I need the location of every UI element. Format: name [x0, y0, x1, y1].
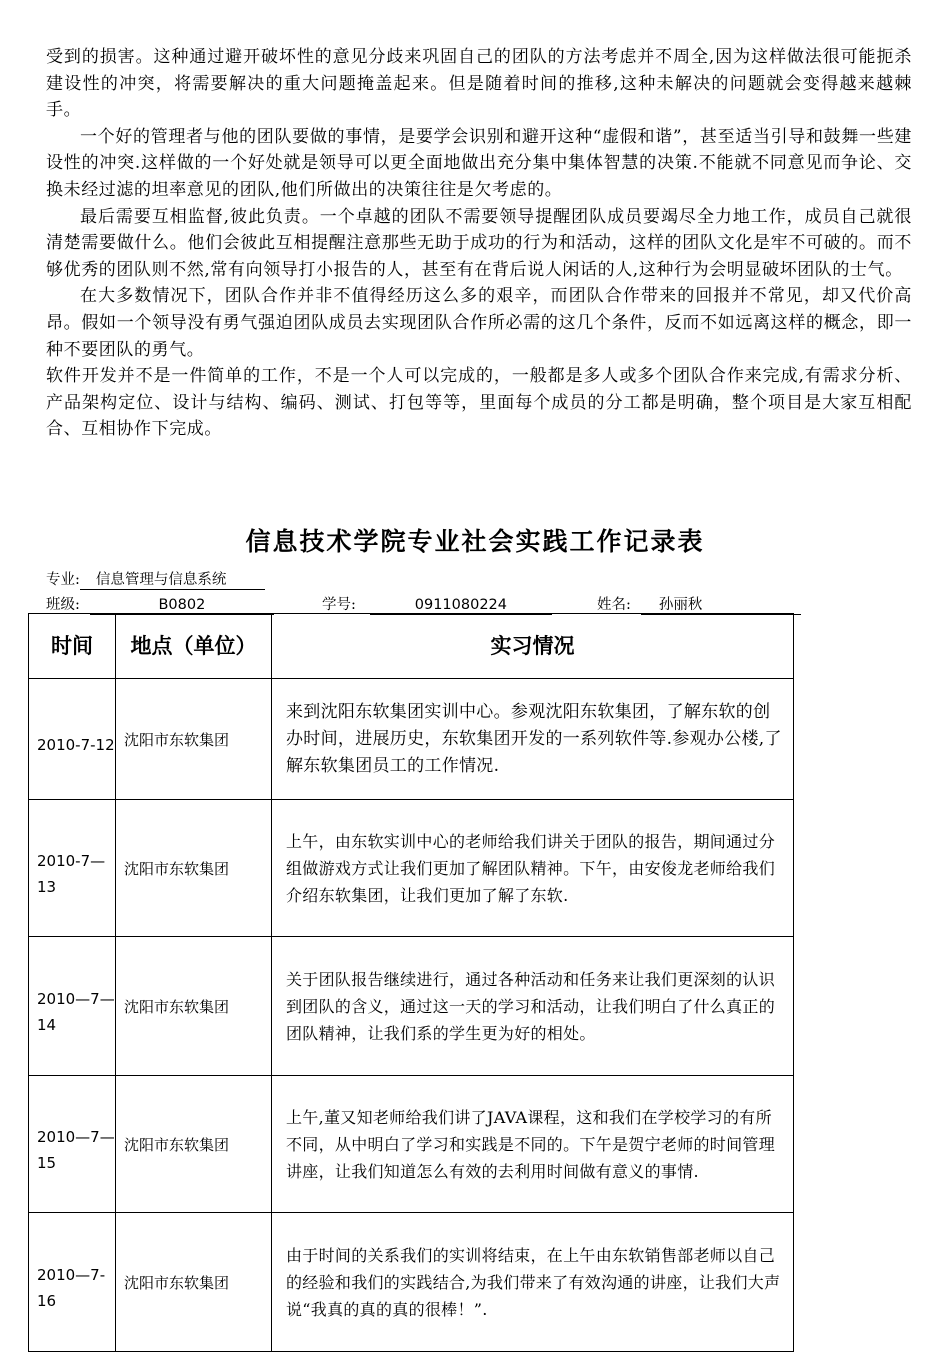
- essay-text: [46, 44, 912, 443]
- name-value: 孙丽秋: [641, 596, 801, 615]
- header-place: 地点（单位）: [116, 614, 272, 679]
- table-row: [29, 1213, 794, 1352]
- major-value: 信息管理与信息系统: [80, 571, 265, 590]
- row-date: 2010—7—14: [29, 937, 116, 1076]
- essay-paragraph: 软件开发并不是一件简单的工作，不是一个人可以完成的，一般都是多人或多个团队合作来完成,有需求分析、产品架构定位、设计与结构、编码、测试、打包等等，里面每个成员的分工都是明确，整个项目是大家互相配合、互相协作下完成。: [46, 366, 912, 440]
- record-table: [28, 613, 794, 1352]
- essay-paragraph: 在大多数情况下，团队合作并非不值得经历这么多的艰辛，而团队合作带来的回报并不常见，却又代价高昂。假如一个领导没有勇气强迫团队成员去实现团队合作所必需的这几个条件，反而不如远离这样的概念，即一种不要团队的勇气。: [46, 286, 912, 360]
- header-time: 时间: [29, 614, 116, 679]
- row-place: 沈阳市东软集团: [116, 1213, 272, 1352]
- row-date: 2010—7—15: [29, 1076, 116, 1213]
- class-field: [46, 593, 274, 615]
- row-desc: 来到沈阳东软集团实训中心。参观沈阳东软集团，了解东软的创办时间，进展历史，东软集团开发的一系列软件等.参观办公楼,了解东软集团员工的工作情况.: [272, 679, 794, 800]
- row-date: 2010—7-16: [29, 1213, 116, 1352]
- row-desc: 上午,董又知老师给我们讲了JAVA课程，这和我们在学校学习的有所不同，从中明白了学习和实践是不同的。下午是贺宁老师的时间管理讲座，让我们知道怎么有效的去利用时间做有意义的事情.: [272, 1076, 794, 1213]
- major-field: [46, 568, 265, 590]
- row-place: 沈阳市东软集团: [116, 937, 272, 1076]
- row-desc: 上午，由东软实训中心的老师给我们讲关于团队的报告，期间通过分组做游戏方式让我们更加了解团队精神。下午，由安俊龙老师给我们介绍东软集团，让我们更加了解了东软.: [272, 800, 794, 937]
- student-id-label: 学号:: [322, 597, 356, 613]
- table-row: [29, 679, 794, 800]
- class-value: B0802: [90, 596, 274, 615]
- class-label: 班级:: [46, 597, 80, 613]
- row-desc: 关于团队报告继续进行，通过各种活动和任务来让我们更深刻的认识到团队的含义，通过这一天的学习和活动，让我们明白了什么真正的团队精神，让我们系的学生更为好的相处。: [272, 937, 794, 1076]
- essay-paragraph: 最后需要互相监督,彼此负责。一个卓越的团队不需要领导提醒团队成员要竭尽全力地工作，成员自己就很清楚需要做什么。他们会彼此互相提醒注意那些无助于成功的行为和活动，这样的团队文化是牢不可破的。而不够优秀的团队则不然,常有向领导打小报告的人，甚至有在背后说人闲话的人,这种行为会明显破坏团队的士气。: [46, 206, 912, 280]
- student-id-value: 0911080224: [370, 596, 552, 615]
- table-row: [29, 1076, 794, 1213]
- table-row: [29, 800, 794, 937]
- name-label: 姓名:: [597, 597, 631, 613]
- record-title: 信息技术学院专业社会实践工作记录表: [245, 527, 705, 556]
- row-place: 沈阳市东软集团: [116, 800, 272, 937]
- row-desc: 由于时间的关系我们的实训将结束，在上午由东软销售部老师以自己的经验和我们的实践结合,为我们带来了有效沟通的讲座，让我们大声说“我真的真的真的很棒！”.: [272, 1213, 794, 1352]
- header-situation: 实习情况: [272, 614, 794, 679]
- row-date: 2010-7-12: [29, 679, 116, 800]
- table-header-row: [29, 614, 794, 679]
- row-place: 沈阳市东软集团: [116, 679, 272, 800]
- row-date: 2010-7—13: [29, 800, 116, 937]
- student-id-field: [322, 593, 552, 615]
- essay-paragraph: 一个好的管理者与他的团队要做的事情，是要学会识别和避开这种“虚假和谐”，甚至适当引导和鼓舞一些建设性的冲突.这样做的一个好处就是领导可以更全面地做出充分集中集体智慧的决策.不能就不同意见而争论、交换未经过滤的坦率意见的团队,他们所做出的决策往往是欠考虑的。: [46, 126, 912, 200]
- row-place: 沈阳市东软集团: [116, 1076, 272, 1213]
- table-row: [29, 937, 794, 1076]
- essay-paragraph: 受到的损害。这种通过避开破坏性的意见分歧来巩固自己的团队的方法考虑并不周全,因为这样做法很可能扼杀建设性的冲突，将需要解决的重大问题掩盖起来。但是随着时间的推移,这种未解决的问题就会变得越来越棘手。: [46, 47, 912, 121]
- name-field: [597, 593, 801, 615]
- major-label: 专业:: [46, 572, 80, 588]
